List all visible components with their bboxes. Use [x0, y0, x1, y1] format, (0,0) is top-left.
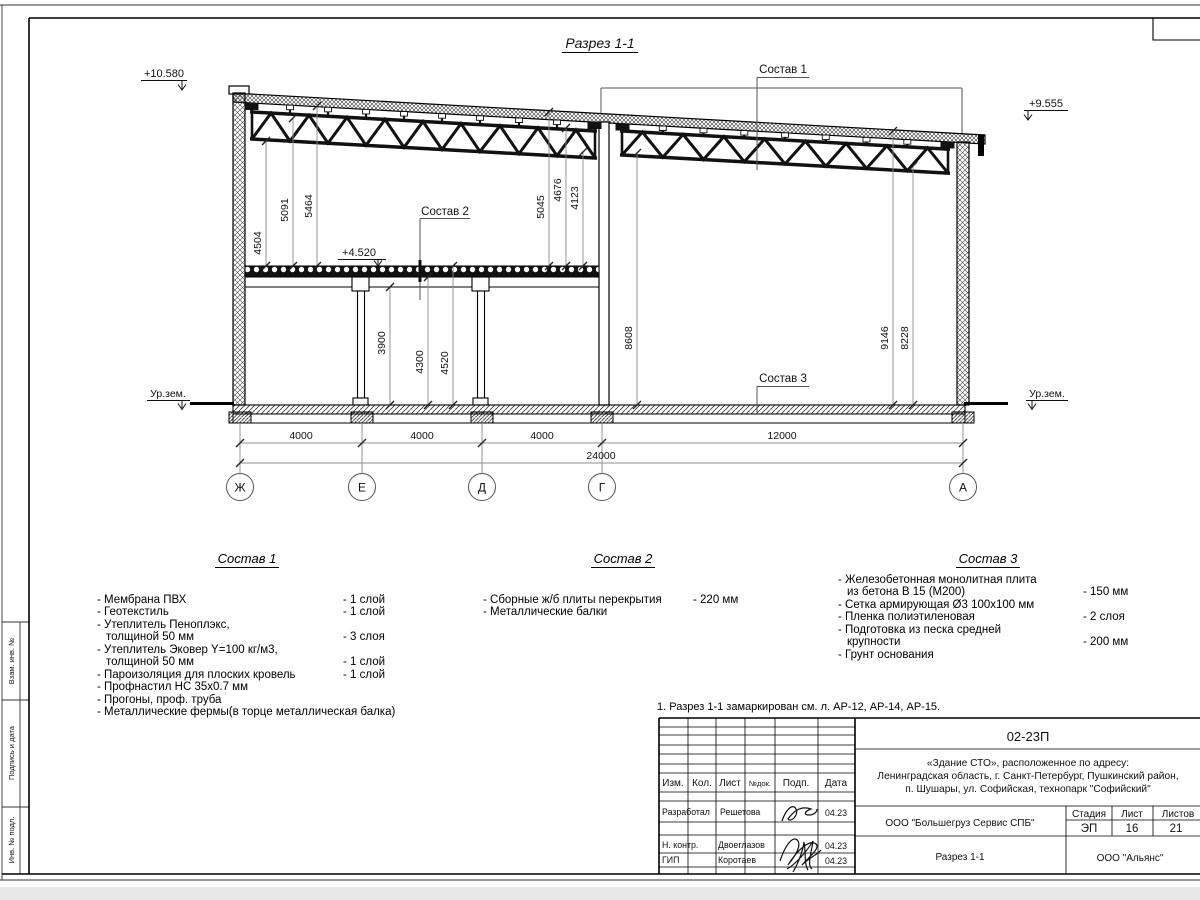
dim-8228: 8228 — [899, 326, 911, 350]
material-row — [483, 606, 783, 618]
dim-4123: 4123 — [569, 186, 581, 210]
material-row — [97, 644, 417, 656]
tb-role1: Разработал — [662, 807, 710, 817]
material-name: толщиной 50 мм — [106, 631, 195, 644]
tb-code: 02-23П — [1006, 729, 1050, 744]
dim-4000-3: 4000 — [530, 430, 554, 442]
stamp-inv: Инв. № подл. — [7, 816, 16, 864]
material-row — [838, 636, 1158, 648]
material-row — [838, 611, 1158, 623]
material-row — [97, 606, 417, 618]
left-wall — [233, 93, 245, 405]
tb-contractor: ООО "Большегруз Сервис СПБ" — [885, 818, 1035, 829]
truss-bearing — [588, 123, 601, 129]
tb-object-line1: «Здание СТО», расположенное по адресу: — [926, 758, 1130, 769]
material-row — [97, 669, 417, 681]
axis-zh: Ж — [234, 480, 246, 495]
dim-8608: 8608 — [623, 326, 635, 350]
elev-10580: +10.580 — [143, 68, 185, 80]
tb-doc-title: Разрез 1-1 — [935, 852, 985, 863]
truss-bearing — [941, 142, 954, 148]
material-value: - 1 слой — [343, 594, 386, 606]
footing — [229, 412, 251, 423]
stamp-podpis: Подпись и дата — [7, 726, 16, 780]
elev-9555: +9.555 — [1029, 98, 1063, 110]
tb-sheet-label: Лист — [1121, 809, 1143, 820]
material-row — [97, 706, 417, 718]
material-name: - Профнастил НС 35х0.7 мм — [97, 681, 248, 694]
corner-stamp-box — [1153, 18, 1200, 40]
axis-d: Д — [477, 480, 487, 495]
material-value: - 1 слой — [343, 606, 386, 619]
tb-col-podp: Подп. — [782, 778, 810, 789]
material-value: - 220 мм — [693, 594, 739, 606]
ground-label-left: Ур.зем. — [150, 388, 186, 400]
tb-name3: Коротаев — [718, 855, 756, 865]
drawing-note: 1. Разрез 1-1 замаркирован см. л. АР-12, АР-14, АР-15. — [657, 701, 941, 713]
axis-bubbles — [227, 474, 977, 501]
signatures — [780, 807, 821, 872]
axis-e: Е — [357, 480, 367, 495]
material-value: - 150 мм — [1083, 586, 1129, 599]
dim-4300: 4300 — [414, 350, 426, 374]
material-name: - Прогоны, проф. труба — [97, 693, 222, 706]
sostav3-list — [838, 574, 1158, 661]
sostav2-title: Состав 2 — [483, 551, 763, 566]
material-row — [483, 594, 783, 606]
tb-col-ndok: №док. — [749, 779, 771, 788]
material-row — [838, 586, 1158, 598]
tb-date1: 04.23 — [824, 808, 848, 818]
material-row — [97, 619, 417, 631]
material-name: - Железобетонная монолитная плита — [838, 574, 1037, 586]
ground-label-right: Ур.зем. — [1029, 388, 1065, 400]
middle-wall — [599, 122, 609, 405]
tb-sheets-label: Листов — [1161, 809, 1195, 820]
tb-org: ООО "Альянс" — [1096, 853, 1164, 864]
dim-4520: 4520 — [439, 351, 451, 375]
material-name: из бетона В 15 (М200) — [847, 586, 966, 599]
tb-name2: Двоеглазов — [718, 840, 765, 850]
material-row — [838, 599, 1158, 611]
bottom-strip — [0, 887, 1200, 900]
material-name: - Металлические балки — [483, 606, 608, 619]
title-block — [659, 718, 1200, 874]
page-title — [562, 35, 638, 53]
tb-date3: 04.23 — [824, 856, 848, 866]
sostav1-title: Состав 1 — [97, 551, 397, 566]
material-value: - 1 слой — [343, 668, 386, 681]
sostav2-list — [483, 594, 783, 619]
footing — [952, 412, 974, 423]
material-value: - 200 мм — [1083, 636, 1129, 649]
tb-col-kol: Кол. — [692, 778, 712, 789]
footing — [591, 412, 613, 423]
material-row — [97, 594, 417, 606]
stamp-vzam: Взам. инв. № — [7, 637, 16, 685]
column-capital — [472, 277, 489, 291]
material-name: - Подготовка из песка средней — [838, 623, 1002, 636]
material-name: - Сетка армирующая Ø3 100х100 мм — [838, 598, 1035, 611]
material-name: - Утеплитель Эковер Y=100 кг/м3, — [97, 643, 278, 656]
tb-stage-label: Стадия — [1071, 809, 1107, 820]
floor-slab — [229, 405, 974, 423]
material-name: - Геотекстиль — [97, 606, 169, 619]
dim-4000-1: 4000 — [289, 430, 313, 442]
material-row — [838, 624, 1158, 636]
material-name: крупности — [847, 636, 901, 649]
tb-col-izm: Изм. — [662, 778, 684, 789]
material-name: - Грунт основания — [838, 648, 934, 661]
column-base — [353, 398, 368, 405]
column-capital — [352, 277, 369, 291]
column-base — [473, 398, 488, 405]
material-row — [97, 631, 417, 643]
material-name: - Металлические фермы(в торце металлическая балка) — [97, 705, 396, 718]
dim-5045: 5045 — [535, 195, 547, 219]
dim-12000: 12000 — [767, 430, 797, 442]
tb-sheets-value: 21 — [1169, 823, 1183, 835]
dim-5464: 5464 — [303, 194, 315, 218]
footing — [471, 412, 493, 423]
truss-bearing — [245, 104, 258, 110]
dim-4504: 4504 — [252, 231, 264, 255]
tb-date2: 04.23 — [824, 841, 848, 851]
column-shaft — [478, 291, 485, 398]
material-row — [97, 681, 417, 693]
signature-1 — [782, 807, 817, 821]
material-name: - Сборные ж/б плиты перекрытия — [483, 594, 662, 606]
axis-g: Г — [598, 480, 606, 495]
sostav3-title: Состав 3 — [838, 551, 1138, 566]
tb-name1: Решетова — [720, 807, 761, 817]
material-name: - Пароизоляция для плоских кровель — [97, 668, 296, 681]
building-section — [190, 86, 1008, 423]
elev-4520: +4.520 — [342, 247, 376, 259]
material-value: - 3 слоя — [343, 631, 385, 644]
tb-object-line3: п. Шушары, ул. Софийская, технопарк "Софийский" — [905, 784, 1151, 795]
tb-role3: ГИП — [662, 855, 680, 865]
label-sostav3: Состав 3 — [759, 373, 807, 385]
dim-4000-2: 4000 — [410, 430, 434, 442]
tb-role2: Н. контр. — [662, 840, 699, 850]
tb-object-line2: Ленинградская область, г. Санкт-Петербург, Пушкинский район, — [877, 771, 1179, 782]
dim-24000: 24000 — [586, 450, 616, 462]
dim-4676: 4676 — [552, 178, 564, 202]
section-title-text: Разрез 1-1 — [565, 35, 635, 51]
column-shaft — [358, 291, 365, 398]
dim-9146: 9146 — [879, 326, 891, 350]
dim-3900: 3900 — [376, 331, 388, 355]
material-row — [97, 694, 417, 706]
material-value: - 1 слой — [343, 656, 386, 669]
tb-col-list: Лист — [719, 778, 741, 789]
material-name: - Утеплитель Пеноплэкс, — [97, 618, 230, 631]
label-sostav1: Состав 1 — [759, 64, 807, 76]
material-name: толщиной 50 мм — [106, 656, 195, 669]
axis-a: А — [958, 480, 968, 495]
bottom-chord — [250, 139, 597, 158]
material-row — [838, 649, 1158, 661]
material-name: - Пленка полиэтиленовая — [838, 611, 975, 624]
footing — [351, 412, 373, 423]
tb-stage-value: ЭП — [1080, 823, 1098, 835]
dim-5091: 5091 — [279, 198, 291, 222]
label-sostav2: Состав 2 — [421, 206, 469, 218]
side-stamps — [7, 638, 16, 864]
sostav1-list — [97, 594, 417, 718]
material-row — [838, 574, 1158, 586]
material-value: - 2 слоя — [1083, 611, 1125, 624]
tb-sheet-value: 16 — [1125, 823, 1139, 835]
truss-bearing — [616, 124, 629, 130]
material-row — [97, 656, 417, 668]
right-wall — [957, 142, 969, 405]
material-name: - Мембрана ПВХ — [97, 594, 187, 606]
tb-col-data: Дата — [824, 778, 848, 789]
